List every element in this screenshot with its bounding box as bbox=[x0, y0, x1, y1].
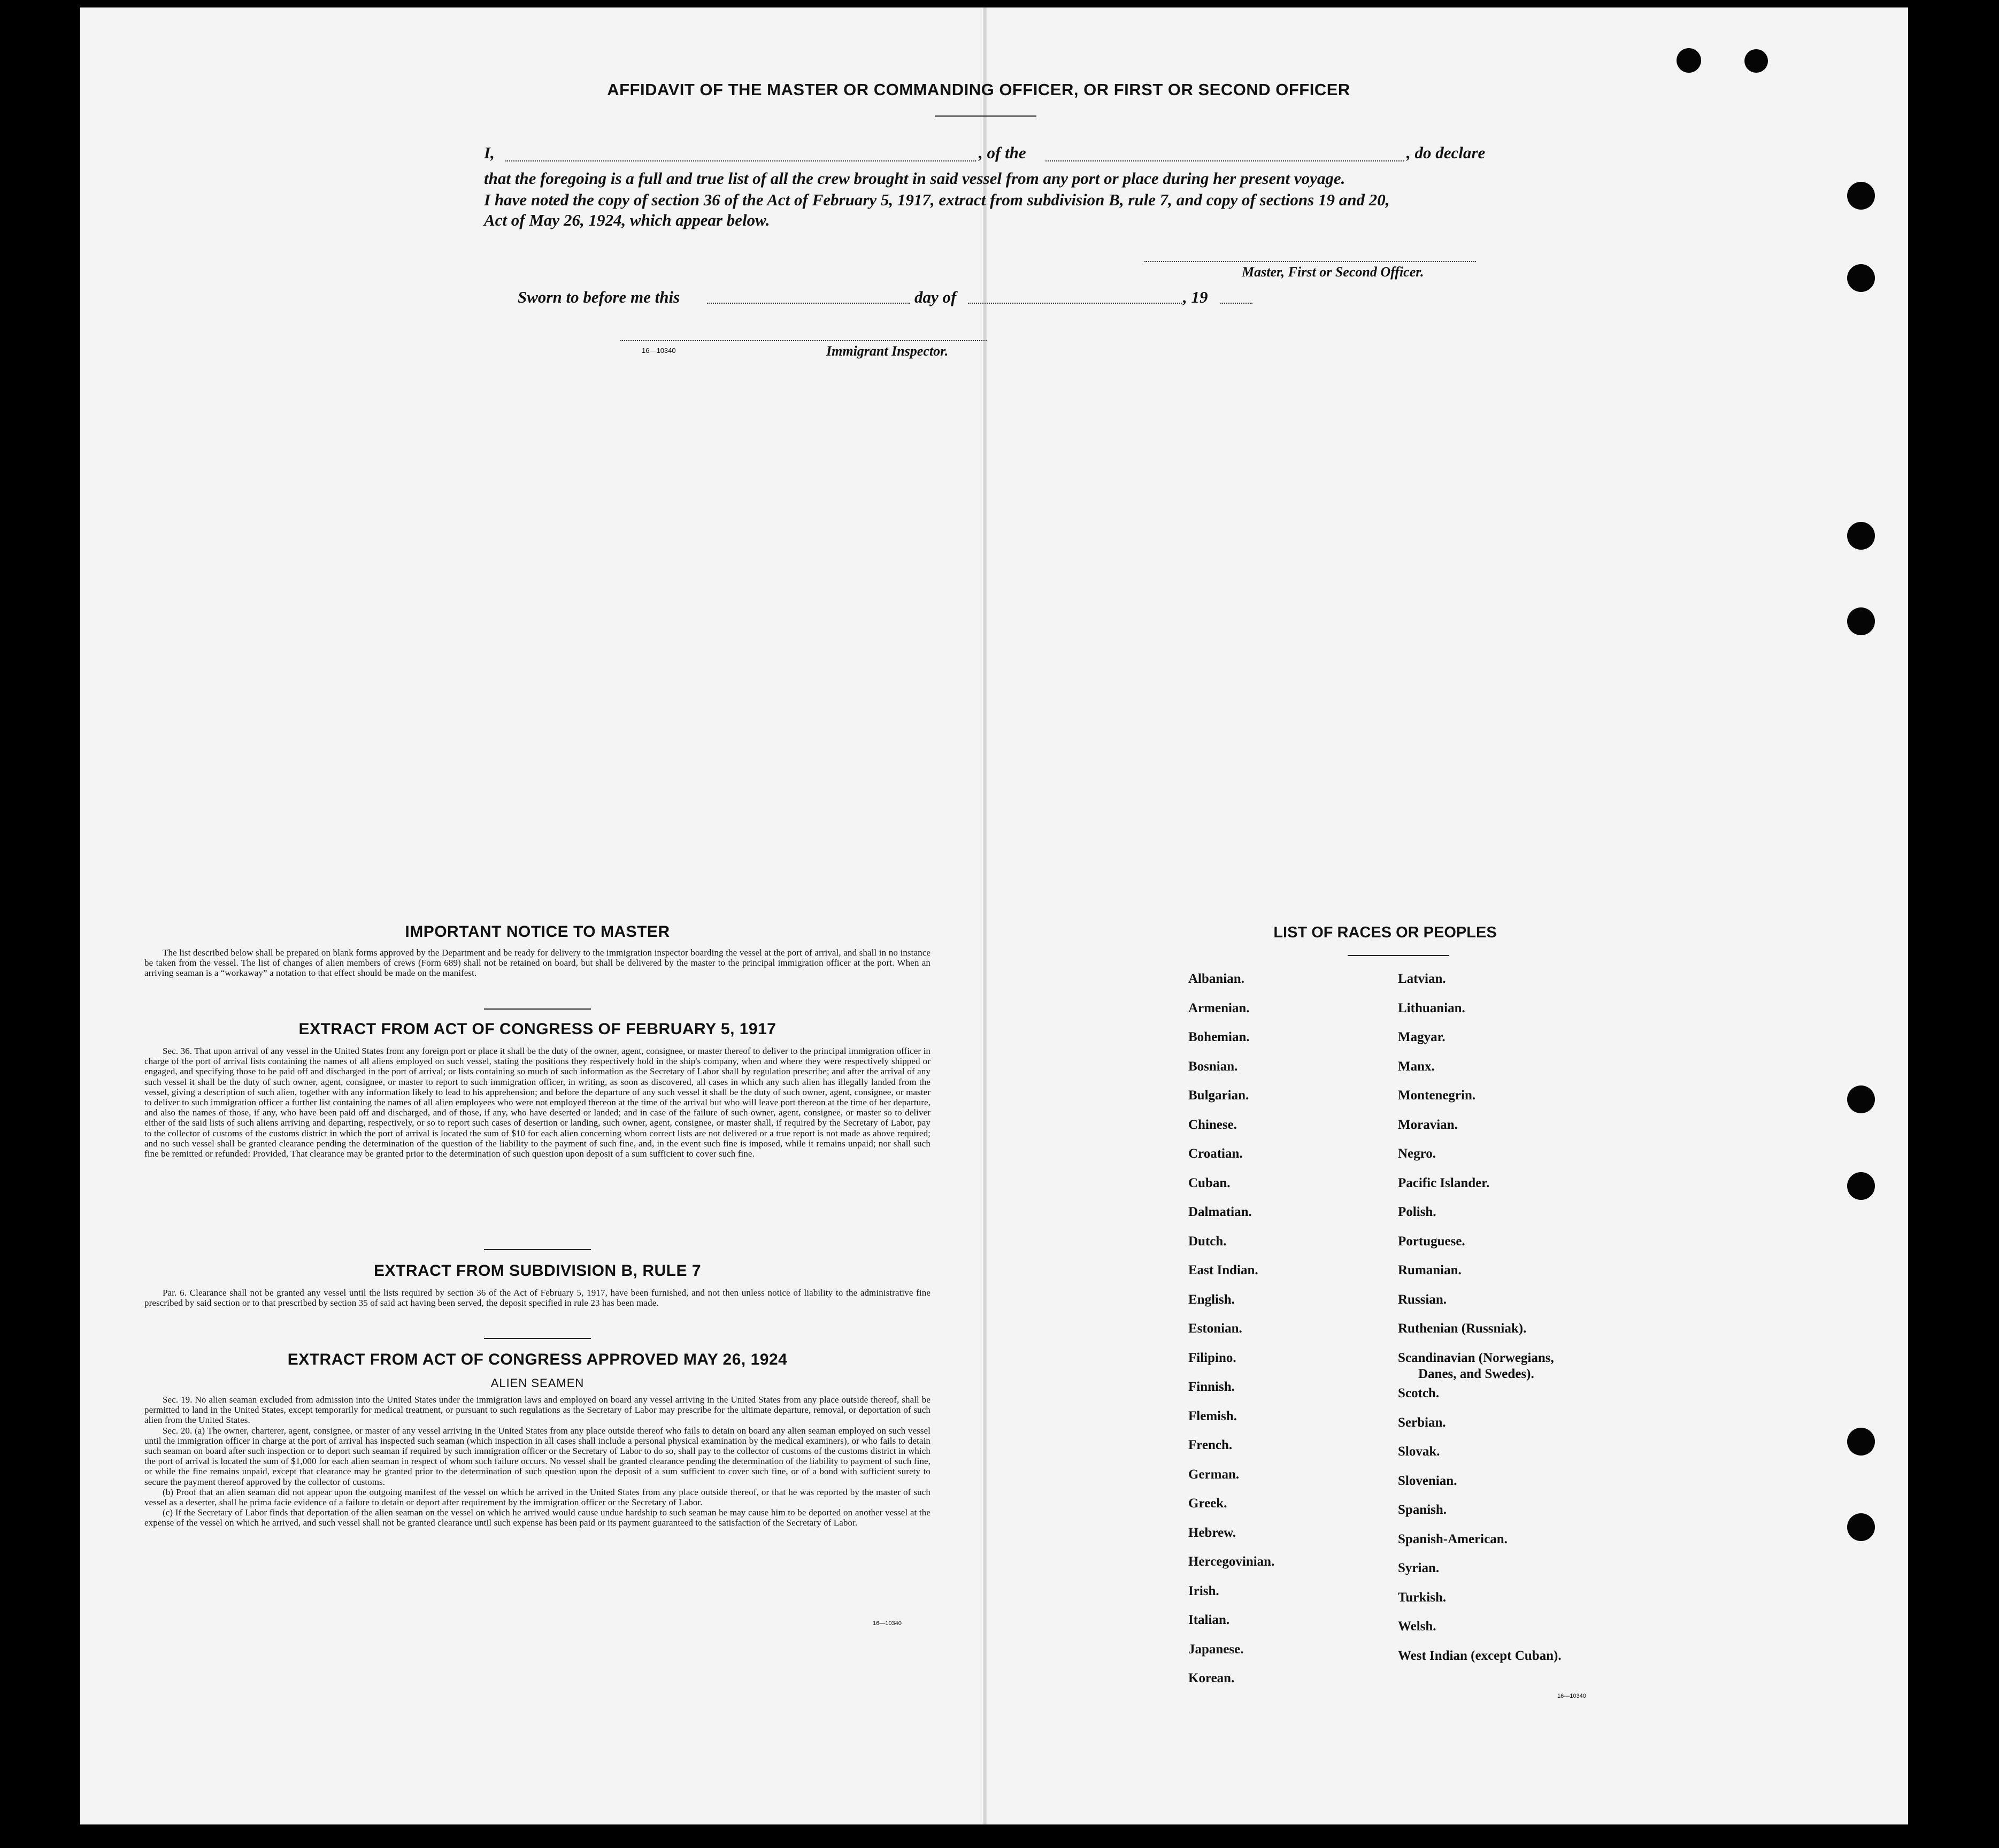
affidavit-line-1: that the foregoing is a full and true list of all the crew brought in said vessel from any port or place during her present voyage. bbox=[484, 169, 1346, 188]
race-item: English. bbox=[1188, 1292, 1235, 1307]
sworn-label: Sworn to before me this bbox=[518, 288, 680, 306]
race-item: Hercegovinian. bbox=[1188, 1554, 1275, 1569]
race-item: Cuban. bbox=[1188, 1176, 1231, 1190]
extract-1917-text bbox=[144, 1046, 931, 1159]
race-item: West Indian (except Cuban). bbox=[1398, 1649, 1562, 1663]
race-item: Russian. bbox=[1398, 1292, 1447, 1307]
race-item: Slovenian. bbox=[1398, 1474, 1457, 1488]
extract-1924-text bbox=[144, 1395, 931, 1528]
punch-hole bbox=[1677, 48, 1701, 73]
race-item: Lithuanian. bbox=[1398, 1001, 1465, 1015]
race-item: Negro. bbox=[1398, 1146, 1436, 1161]
race-item: Spanish-American. bbox=[1398, 1532, 1508, 1546]
race-item: Filipino. bbox=[1188, 1351, 1236, 1365]
rule-7-title: EXTRACT FROM SUBDIVISION B, RULE 7 bbox=[373, 1262, 702, 1280]
race-item: Slovak. bbox=[1398, 1444, 1440, 1459]
notice-title: IMPORTANT NOTICE TO MASTER bbox=[405, 923, 670, 941]
title-underline bbox=[935, 116, 1036, 117]
race-item: Scandinavian (Norwegians, bbox=[1398, 1351, 1554, 1365]
race-item: Chinese. bbox=[1188, 1118, 1237, 1132]
race-item: East Indian. bbox=[1188, 1263, 1258, 1277]
race-item: German. bbox=[1188, 1467, 1240, 1482]
race-item: Irish. bbox=[1188, 1584, 1219, 1598]
section-20a-paragraph: Sec. 20. (a) The owner, charterer, agent, consignee, or master of any vessel arriving in the United States from any place outside thereof who fails to detain on board any alien seaman employed on such vessel until the immigration officer in charge at the port of arrival has inspected such seaman (which inspection in all cases shall include a personal physical examination by the medical examiners), or who fails to detain such seaman on board after such inspection or to deport such seaman if required by such immigration officer or the Secretary of Labor to do so, shall pay to the collector of customs of the customs district in which the port of arrival is located the sum of $1,000 for each alien seaman in respect of whom such failure occurs. No vessel shall be granted clearance pending the determination of the liability to payment of such fine, or while the fine remains unpaid, except that clearance may be granted prior to the determination of such question upon the deposit of a sum sufficient to cover such fine, or of a bond with sufficient surety to secure the payment thereof approved by the collector of customs. bbox=[144, 1425, 931, 1487]
race-item: Croatian. bbox=[1188, 1146, 1243, 1161]
race-item: Turkish. bbox=[1398, 1590, 1447, 1605]
race-item: Portuguese. bbox=[1398, 1234, 1465, 1249]
extract-1917-title: EXTRACT FROM ACT OF CONGRESS OF FEBRUARY 5, 1917 bbox=[298, 1020, 776, 1038]
punch-hole bbox=[1847, 264, 1875, 292]
punch-hole bbox=[1847, 1513, 1875, 1541]
punch-hole bbox=[1847, 607, 1875, 635]
race-item: Japanese. bbox=[1188, 1642, 1244, 1657]
inspector-label: Immigrant Inspector. bbox=[826, 343, 949, 359]
race-item: Scotch. bbox=[1398, 1386, 1440, 1400]
form-number: 16—10340 bbox=[642, 346, 676, 355]
affidavit-line-3: Act of May 26, 1924, which appear below. bbox=[484, 211, 770, 229]
punch-hole bbox=[1744, 49, 1768, 73]
declare-label: , do declare bbox=[1406, 143, 1486, 162]
race-item: Estonian. bbox=[1188, 1321, 1242, 1336]
race-item: Dalmatian. bbox=[1188, 1205, 1252, 1219]
race-item: Finnish. bbox=[1188, 1380, 1235, 1394]
races-title-underline bbox=[1348, 955, 1449, 956]
sworn-year-field[interactable] bbox=[1220, 303, 1252, 304]
race-item: Moravian. bbox=[1398, 1118, 1458, 1132]
master-signature-field[interactable] bbox=[1144, 261, 1476, 262]
race-item: Montenegrin. bbox=[1398, 1088, 1476, 1103]
race-item: Manx. bbox=[1398, 1059, 1435, 1074]
race-item: Ruthenian (Russniak). bbox=[1398, 1321, 1527, 1336]
punch-hole bbox=[1847, 1172, 1875, 1200]
form-number: 16—10340 bbox=[1557, 1693, 1586, 1699]
races-title: LIST OF RACES OR PEOPLES bbox=[1273, 924, 1497, 941]
section-20b-paragraph: (b) Proof that an alien seaman did not appear upon the outgoing manifest of the vessel on which he arrived in the United States from any place outside thereof, or that he was reported by the master of such vessel as a deserter, shall be prima facie evidence of a failure to detain or deport after requirement by the immigration officer or the Secretary of Labor. bbox=[144, 1487, 931, 1508]
punch-hole bbox=[1847, 182, 1875, 210]
section-divider bbox=[484, 1338, 591, 1339]
master-signature-label: Master, First or Second Officer. bbox=[1242, 264, 1424, 280]
race-item: Polish. bbox=[1398, 1205, 1436, 1219]
race-item: Armenian. bbox=[1188, 1001, 1250, 1015]
section-divider bbox=[484, 1249, 591, 1250]
race-item: Flemish. bbox=[1188, 1409, 1237, 1423]
section-divider bbox=[484, 1008, 591, 1010]
extract-1924-title: EXTRACT FROM ACT OF CONGRESS APPROVED MAY 26, 1924 bbox=[287, 1351, 788, 1368]
punch-hole bbox=[1847, 522, 1875, 550]
race-item: Welsh. bbox=[1398, 1619, 1436, 1634]
notice-paragraph: The list described below shall be prepared on blank forms approved by the Department and be ready for delivery to the immigration inspector boarding the vessel at the port of arrival, and shall in no instance be taken from the vessel. The list of changes of alien members of crews (Form 689) shall not be retained on board, but shall be delivered by the master to the principal immigration officer at the port. When an arriving seaman is a “workaway” a notation to that effect should be made on the manifest. bbox=[144, 948, 931, 979]
race-item: French. bbox=[1188, 1438, 1233, 1452]
day-of-label: day of bbox=[914, 288, 957, 306]
rule-7-text bbox=[144, 1288, 931, 1308]
sworn-month-field[interactable] bbox=[968, 303, 1182, 304]
race-item: Hebrew. bbox=[1188, 1526, 1236, 1540]
alien-seamen-subtitle: ALIEN SEAMEN bbox=[490, 1376, 585, 1390]
year-label: , 19 bbox=[1183, 288, 1208, 306]
sworn-day-field[interactable] bbox=[707, 303, 910, 304]
punch-hole bbox=[1847, 1428, 1875, 1456]
notice-text bbox=[144, 948, 931, 979]
race-item: Bohemian. bbox=[1188, 1030, 1250, 1044]
race-item: Albanian. bbox=[1188, 972, 1244, 986]
race-item: Latvian. bbox=[1398, 972, 1446, 986]
extract-1917-paragraph: Sec. 36. That upon arrival of any vessel in the United States from any foreign port or place it shall be the duty of the owner, agent, consignee, or master thereof to deliver to the principal immigration officer in charge of the port of arrival lists containing the names of all aliens employed on such vessel, stating the positions they respectively hold in the ship's company, when and where they were respectively shipped or engaged, and specifying those to be paid off and discharged in the port of arrival; or lists containing so much of such information as the Secretary of Labor shall by regulation prescribe; and after the arrival of any such vessel it shall be the duty of such owner, agent, consignee, or master to report to such immigration officer, in writing, as soon as discovered, all cases in which any such alien has illegally landed from the vessel, giving a description of such alien, together with any information likely to lead to his apprehension; and before the departure of any such vessel it shall be the duty of such owner, agent, consignee, or master to deliver to such immigration officer a further list containing the names of all alien employees who were not employed thereon at the time of the arrival but who will leave port thereon at the time of her departure, and also the names of those, if any, who have been paid off and discharged, and of those, if any, who have deserted or landed; and in case of the failure of such owner, agent, consignee, or master so to deliver either of the said lists of such aliens arriving and departing, respectively, or so to report such cases of desertion or landing, such owner, agent, consignee, or master shall, if required by the Secretary of Labor, pay to the collector of customs of the customs district in which the port of arrival is located the sum of $10 for each alien concerning whom correct lists are not delivered or a true report is not made as above required; and no such vessel shall be granted clearance pending the determination of the question of the liability to the payment of such fine, and, in the event such fine is imposed, while it remains unpaid; nor shall such fine be remitted or refunded: Provided, That clearance may be granted prior to the determination of such question upon deposit of a sum sufficient to cover such fine. bbox=[144, 1046, 931, 1159]
form-number: 16—10340 bbox=[873, 1620, 902, 1627]
race-item: Bosnian. bbox=[1188, 1059, 1238, 1074]
document-page bbox=[80, 7, 1908, 1824]
race-item: Korean. bbox=[1188, 1671, 1235, 1685]
section-20c-paragraph: (c) If the Secretary of Labor finds that deportation of the alien seaman on the vessel on which he arrived would cause undue hardship to such seaman he may cause him to be deported on another vessel at the expense of the vessel on which he arrived, and such vessel shall not be granted clearance until such expense has been paid or its payment guaranteed to the satisfaction of the Secretary of Labor. bbox=[144, 1507, 931, 1528]
of-the-label: , of the bbox=[979, 143, 1026, 162]
vessel-name-field[interactable] bbox=[1045, 160, 1404, 161]
race-item: Syrian. bbox=[1398, 1561, 1440, 1575]
inspector-signature-field[interactable] bbox=[620, 340, 987, 341]
section-19-paragraph: Sec. 19. No alien seaman excluded from admission into the United States under the immigration laws and employed on board any vessel arriving in the United States from any place outside thereof, shall be permitted to land in the United States, except temporarily for medical treatment, or pursuant to such regulations as the Secretary of Labor may prescribe for the ultimate departure, removal, or deportation of such alien from the United States. bbox=[144, 1395, 931, 1426]
declarant-label: I, bbox=[484, 143, 495, 162]
race-item: Dutch. bbox=[1188, 1234, 1227, 1249]
race-item: Spanish. bbox=[1398, 1503, 1447, 1517]
race-item: Rumanian. bbox=[1398, 1263, 1462, 1277]
race-item: Greek. bbox=[1188, 1496, 1227, 1511]
punch-hole bbox=[1847, 1085, 1875, 1113]
race-item: Serbian. bbox=[1398, 1415, 1446, 1430]
page-fold bbox=[983, 7, 987, 1824]
race-item: Bulgarian. bbox=[1188, 1088, 1249, 1103]
race-item: Magyar. bbox=[1398, 1030, 1446, 1044]
affidavit-line-2: I have noted the copy of section 36 of the Act of February 5, 1917, extract from subdivision B, rule 7, and copy of sections 19 and 20, bbox=[484, 190, 1390, 209]
race-item: Pacific Islander. bbox=[1398, 1176, 1490, 1190]
affidavit-title: AFFIDAVIT OF THE MASTER OR COMMANDING OFFICER, OR FIRST OR SECOND OFFICER bbox=[607, 80, 1350, 99]
declarant-name-field[interactable] bbox=[505, 160, 976, 161]
rule-7-paragraph: Par. 6. Clearance shall not be granted any vessel until the lists required by section 36 of the Act of February 5, 1917, have been furnished, and not then unless notice of liability to the administrative fine prescribed by said section or to that prescribed by section 35 of said act having been served, the deposit specified in rule 23 has been made. bbox=[144, 1288, 931, 1308]
race-item: Danes, and Swedes). bbox=[1418, 1367, 1534, 1381]
race-item: Italian. bbox=[1188, 1613, 1230, 1627]
